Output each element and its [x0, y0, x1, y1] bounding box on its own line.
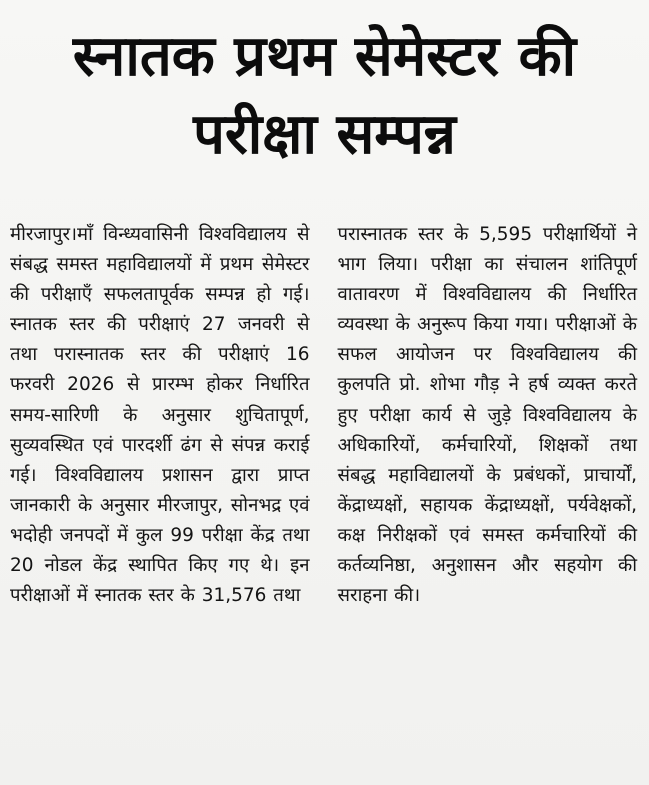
headline-line-2: परीक्षा सम्पन्न	[193, 102, 456, 167]
headline	[12, 18, 637, 174]
article-column-1	[10, 220, 310, 775]
column-1-text: मीरजापुर।माँ विन्ध्यवासिनी विश्वविद्यालय से संबद्ध समस्त महाविद्यालयों में प्रथम सेमेस्टर की परीक्षाएँ सफलतापूर्वक सम्पन्न हो गई। स्नातक स्तर की परीक्षाएं 27 जनवरी से तथा परास्नातक स्तर की परीक्षाएं 16 फरवरी 2026 से प्रारम्भ होकर निर्धारित समय-सारिणी के अनुसार शुचितापूर्ण, सुव्यवस्थित एवं पारदर्शी ढंग से संपन्न कराई गई। विश्वविद्यालय प्रशासन द्वारा प्राप्त जानकारी के अनुसार मीरजापुर, सोनभद्र एवं भदोही जनपदों में कुल 99 परीक्षा केंद्र तथा 20 नोडल केंद्र स्थापित किए गए थे। इन परीक्षाओं में स्नातक स्तर के 31,576 तथा	[10, 224, 310, 607]
column-2-text: परास्नातक स्तर के 5,595 परीक्षार्थियों ने भाग लिया। परीक्षा का संचालन शांतिपूर्ण वातावरण में विश्वविद्यालय की निर्धारित व्यवस्था के अनुरूप किया गया। परीक्षाओं के सफल आयोजन पर विश्वविद्यालय की कुलपति प्रो. शोभा गौड़ ने हर्ष व्यक्त करते हुए परीक्षा कार्य से जुड़े विश्वविद्यालय के अधिकारियों, कर्मचारियों, शिक्षकों तथा संबद्ध महाविद्यालयों के प्रबंधकों, प्राचार्यों, केंद्राध्यक्षों, सहायक केंद्राध्यक्षों, पर्यवेक्षकों, कक्ष निरीक्षकों एवं समस्त कर्मचारियों की कर्तव्यनिष्ठा, अनुशासन और सहयोग की सराहना की।	[337, 224, 637, 607]
headline-line-1: स्नातक प्रथम सेमेस्टर की	[72, 24, 577, 89]
article-body	[10, 220, 637, 775]
article-column-2	[338, 220, 638, 775]
